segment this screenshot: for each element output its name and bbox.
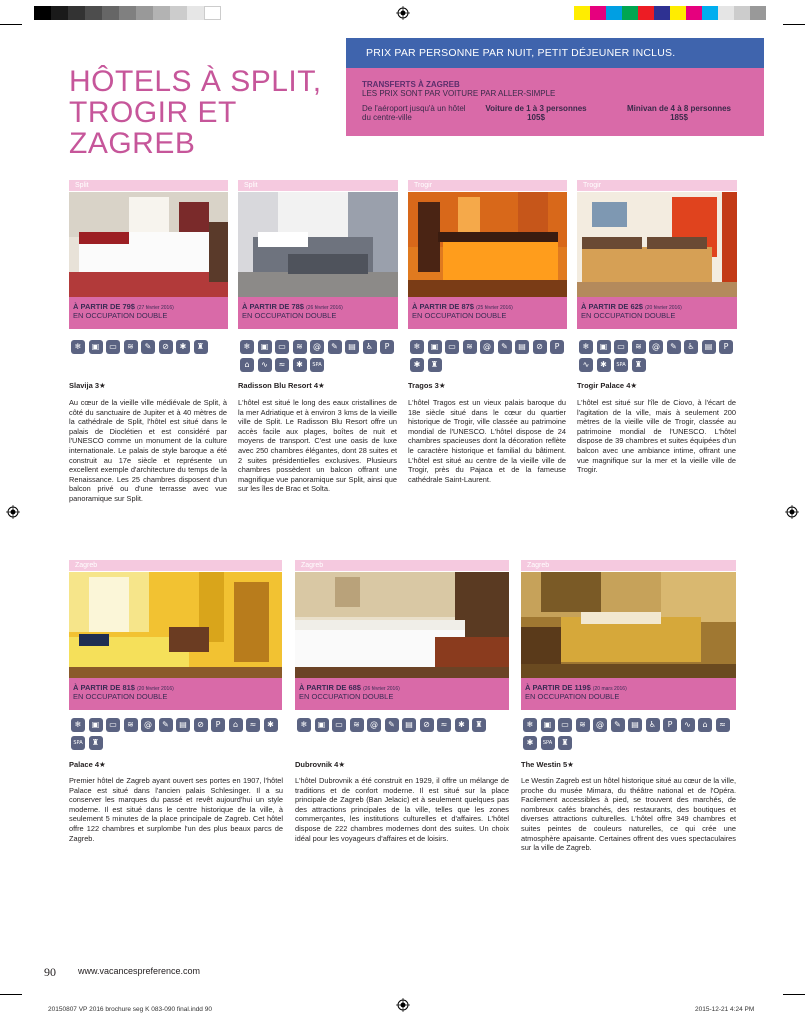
- occupancy-label: EN OCCUPATION DOUBLE: [73, 311, 168, 320]
- hotel-description: Premier hôtel de Zagreb ayant ouvert ses portes en 1907, l'hôtel Palace est situé dans l'ancien palais Schlesinger. Il a su conserver les marques du passé et revêt aujourd'hui un style moderne. Il est situé dans le centre historique de la ville, à seulement 5 minutes de la place principale de Zagreb. Cet hôtel offre 122 chambres et surplombe l'un des plus beaux parcs de Zagreb.: [69, 776, 283, 843]
- hotel-name: Slavija 3★: [69, 381, 106, 390]
- wifi-icon: ≋: [463, 340, 477, 354]
- minibar-icon: ▤: [402, 718, 416, 732]
- price-date: (25 février 2016): [476, 305, 513, 311]
- parking-icon: P: [550, 340, 564, 354]
- crop-mark: [0, 24, 22, 25]
- spa-icon: SPA: [71, 736, 85, 750]
- price-date: (26 février 2016): [363, 686, 400, 692]
- tv-icon: ▭: [558, 718, 572, 732]
- tv-icon: ▭: [275, 340, 289, 354]
- restaurant-icon: ✱: [455, 718, 469, 732]
- restaurant-icon: ✱: [176, 340, 190, 354]
- gym-icon: ⌂: [698, 718, 712, 732]
- wifi-icon: ≋: [124, 718, 138, 732]
- amenity-icons: [523, 718, 743, 753]
- transfer-title: TRANSFERTS À ZAGREB: [362, 80, 460, 89]
- price-line: [242, 302, 398, 311]
- price-line: [525, 683, 736, 692]
- price-date: (20 février 2016): [137, 686, 174, 692]
- crosshair-target-icon: [785, 505, 799, 519]
- price-bar: [69, 297, 228, 329]
- hotel-photo: [69, 572, 282, 678]
- occupancy-label: EN OCCUPATION DOUBLE: [412, 311, 507, 320]
- city-tag: Zagreb: [295, 560, 509, 571]
- accessible-icon: ♿: [684, 340, 698, 354]
- bar-icon: ♜: [558, 736, 572, 750]
- amenity-icons: [579, 340, 744, 375]
- hairdryer-icon: ✎: [498, 340, 512, 354]
- snowflake-icon: ❄: [297, 718, 311, 732]
- hotel-name: Trogir Palace 4★: [577, 381, 638, 390]
- wifi-icon: ≋: [576, 718, 590, 732]
- hotel-photo: [69, 192, 228, 297]
- snowflake-icon: ❄: [410, 340, 424, 354]
- minibar-icon: ▤: [702, 340, 716, 354]
- safe-icon: ▣: [89, 718, 103, 732]
- no-smoking-icon: ⊘: [420, 718, 434, 732]
- snowflake-icon: ❄: [240, 340, 254, 354]
- hotel-description: L'hôtel est situé sur l'île de Ciovo, à l'écart de l'agitation de la ville, mais à seulement 200 mètres de la vieille ville de Trogir, classée au patrimoine mondial de l'UNESCO. L'hôtel dispose de 39 chambres et suites équipées d'un balcon avec une ambiance intime, offrant une vue magnifique sur la mer et la vieille ville de Trogir.: [577, 398, 736, 475]
- wifi-icon: ≋: [293, 340, 307, 354]
- file-slug: 20150807 VP 2016 brochure seg K 083-090 final.indd 90: [48, 1006, 212, 1013]
- transfer-option-car: [466, 104, 606, 122]
- sauna-icon: ≈: [246, 718, 260, 732]
- sauna-icon: ≈: [275, 358, 289, 372]
- hotel-photo: [577, 192, 737, 297]
- snowflake-icon: ❄: [71, 718, 85, 732]
- bar-icon: ♜: [632, 358, 646, 372]
- amenity-icons: [71, 718, 286, 753]
- hairdryer-icon: ✎: [328, 340, 342, 354]
- transfer-option-price: 185$: [670, 113, 688, 122]
- parking-icon: P: [719, 340, 733, 354]
- price-value: 68$: [348, 683, 361, 692]
- hotel-photo: [408, 192, 567, 297]
- no-smoking-icon: ⊘: [194, 718, 208, 732]
- spa-icon: SPA: [614, 358, 628, 372]
- hairdryer-icon: ✎: [141, 340, 155, 354]
- wifi-icon: ≋: [124, 340, 138, 354]
- price-line: [73, 683, 282, 692]
- crop-mark: [783, 994, 805, 995]
- bar-icon: ♜: [472, 718, 486, 732]
- tv-icon: ▭: [106, 718, 120, 732]
- restaurant-icon: ✱: [410, 358, 424, 372]
- city-tag: Split: [238, 180, 398, 191]
- registration-gray-bar: [34, 6, 221, 20]
- hairdryer-icon: ✎: [385, 718, 399, 732]
- price-note-banner: [346, 38, 764, 68]
- spa-icon: SPA: [541, 736, 555, 750]
- price-prefix: À PARTIR DE: [299, 683, 347, 692]
- occupancy-label: EN OCCUPATION DOUBLE: [299, 692, 394, 701]
- hotel-photo: [521, 572, 736, 678]
- price-bar: [69, 678, 282, 710]
- safe-icon: ▣: [315, 718, 329, 732]
- registration-color-bar: [574, 6, 766, 20]
- amenity-icons: [240, 340, 405, 375]
- gym-icon: ⌂: [240, 358, 254, 372]
- hotel-description: L'hôtel Tragos est un vieux palais baroque du 18e siècle situé dans le cœur du quartier historique de Trogir, ville classée au patrimoine mondial de l'UNESCO. L'hôtel dispose de 24 chambres spacieuses dont la décoration reflète le caractère historique et familial du bâtiment. L'hôtel est situé au centre de la vieille ville de Trogir, près du Pajaca et de la fameuse cathédrale Saint-Laurent.: [408, 398, 566, 484]
- price-value: 78$: [291, 302, 304, 311]
- hotel-description: L'hôtel est situé le long des eaux cristallines de la mer Adriatique et à environ 3 kms de la vieille ville de Split. Le Radisson Blu Resort offre un accès facile aux plages, boîtes de nuit et moyens de transport. C'est une oasis de luxe avec 250 chambres élégantes, dont 28 suites et 2 suites présidentielles exclusives. Plusieurs chambres possèdent un balcon offrant une magnifique vue panoramique sur Split, ainsi que sur les îles de Brac et Solta.: [238, 398, 397, 494]
- safe-icon: ▣: [258, 340, 272, 354]
- crosshair-target-icon: [396, 6, 410, 20]
- price-value: 87$: [461, 302, 474, 311]
- tv-icon: ▭: [614, 340, 628, 354]
- hotel-name: Dubrovnik 4★: [295, 760, 346, 769]
- snowflake-icon: ❄: [523, 718, 537, 732]
- hotel-description: Au cœur de la vieille ville médiévale de Split, à côté du sanctuaire de Jupiter et à 40 mètres de la cathédrale de Split, l'hôtel est situé dans le palais de Dioclétien et est considéré par l'UNESCO comme un monument de la culture internationale. Le palais de style baroque a été construit au 17e siècle et représente un excellent exemple d'architecture du temps de la Renaissance. Les 25 chambres disposent d'un balcon privé ou d'une terrasse avec vue panoramique sur Split.: [69, 398, 227, 503]
- accessible-icon: ♿: [646, 718, 660, 732]
- crop-mark: [783, 24, 805, 25]
- city-tag: Zagreb: [69, 560, 282, 571]
- price-bar: [521, 678, 736, 710]
- hotel-photo: [295, 572, 509, 678]
- hotel-name: The Westin 5★: [521, 760, 574, 769]
- hairdryer-icon: ✎: [159, 718, 173, 732]
- gym-icon: ⌂: [229, 718, 243, 732]
- hotel-name: Tragos 3★: [408, 381, 446, 390]
- tv-icon: ▭: [445, 340, 459, 354]
- minibar-icon: ▤: [176, 718, 190, 732]
- restaurant-icon: ✱: [293, 358, 307, 372]
- pool-icon: ∿: [258, 358, 272, 372]
- restaurant-icon: ✱: [523, 736, 537, 750]
- price-value: 119$: [574, 683, 591, 692]
- hairdryer-icon: ✎: [667, 340, 681, 354]
- price-bar: [238, 297, 398, 329]
- hairdryer-icon: ✎: [611, 718, 625, 732]
- snowflake-icon: ❄: [71, 340, 85, 354]
- occupancy-label: EN OCCUPATION DOUBLE: [73, 692, 168, 701]
- restaurant-icon: ✱: [597, 358, 611, 372]
- amenity-icons: [410, 340, 575, 375]
- sauna-icon: ≈: [716, 718, 730, 732]
- hotel-photo: [238, 192, 398, 297]
- hotel-name: Palace 4★: [69, 760, 106, 769]
- price-line: [73, 302, 228, 311]
- parking-icon: P: [663, 718, 677, 732]
- tv-icon: ▭: [106, 340, 120, 354]
- hotel-description: Le Westin Zagreb est un hôtel historique situé au cœur de la ville, proche du musée Mimara, du théâtre national et de l'Opéra. Facilement accessibles à pied, se trouvent des marchés, de nombreux cafés branchés, des restaurants, des boutiques et diverses attractions culturelles. L'hôtel offre 349 chambres et suites peintes de couleurs naturelles, ce qui crée une atmosphère apaisante. Certaines offrent des vues spectaculaires sur la ville de Zagreb.: [521, 776, 736, 853]
- price-line: [581, 302, 737, 311]
- crosshair-target-icon: [6, 505, 20, 519]
- price-line: [299, 683, 509, 692]
- price-prefix: À PARTIR DE: [412, 302, 460, 311]
- price-date: (20 mars 2016): [592, 686, 627, 692]
- price-date: (20 février 2016): [645, 305, 682, 311]
- price-prefix: À PARTIR DE: [581, 302, 629, 311]
- safe-icon: ▣: [597, 340, 611, 354]
- bar-icon: ♜: [428, 358, 442, 372]
- hotel-name: Radisson Blu Resort 4★: [238, 381, 325, 390]
- spa-icon: SPA: [310, 358, 324, 372]
- internet-icon: @: [593, 718, 607, 732]
- website-link[interactable]: www.vacancespreference.com: [78, 966, 201, 976]
- transfer-description: De l'aéroport jusqu'à un hôtel du centre-ville: [362, 104, 466, 122]
- price-bar: [408, 297, 567, 329]
- occupancy-label: EN OCCUPATION DOUBLE: [581, 311, 676, 320]
- hotel-description: L'hôtel Dubrovnik a été construit en 1929, il offre un mélange de traditions et de confort moderne. Il est situé sur la place principale de Zagreb (Ban Jelacic) et à seulement quelques pas des attractions principales de la ville, telles que les zones commerçantes, les institutions culturelles et d'affaires. L'hôtel dispose de 222 chambres modernes dont des suites. Un choix idéal pour les voyageurs d'affaires et de loisirs.: [295, 776, 509, 843]
- city-tag: Trogir: [408, 180, 567, 191]
- bar-icon: ♜: [194, 340, 208, 354]
- no-smoking-icon: ⊘: [159, 340, 173, 354]
- transfer-subtitle: LES PRIX SONT PAR VOITURE PAR ALLER-SIMPLE: [362, 89, 556, 98]
- crop-mark: [0, 994, 22, 995]
- internet-icon: @: [367, 718, 381, 732]
- city-tag: Zagreb: [521, 560, 736, 571]
- sauna-icon: ≈: [437, 718, 451, 732]
- price-value: 79$: [122, 302, 135, 311]
- parking-icon: P: [380, 340, 394, 354]
- price-prefix: À PARTIR DE: [73, 683, 121, 692]
- pool-icon: ∿: [579, 358, 593, 372]
- price-prefix: À PARTIR DE: [73, 302, 121, 311]
- city-tag: Trogir: [577, 180, 737, 191]
- crosshair-target-icon: [396, 998, 410, 1012]
- transfer-option-price: 105$: [527, 113, 545, 122]
- transfer-option-label: Minivan de 4 à 8 personnes: [626, 104, 732, 113]
- amenity-icons: [71, 340, 231, 358]
- internet-icon: @: [649, 340, 663, 354]
- print-timestamp: 2015-12-21 4:24 PM: [695, 1006, 755, 1013]
- price-date: (26 février 2016): [306, 305, 343, 311]
- page-title: HÔTELS À SPLIT, TROGIR ET ZAGREB: [69, 65, 322, 160]
- page-number: 90: [44, 965, 56, 979]
- internet-icon: @: [141, 718, 155, 732]
- city-tag: Split: [69, 180, 228, 191]
- price-value: 62$: [630, 302, 643, 311]
- tv-icon: ▭: [332, 718, 346, 732]
- no-smoking-icon: ⊘: [533, 340, 547, 354]
- price-date: (27 février 2016): [137, 305, 174, 311]
- price-bar: [295, 678, 509, 710]
- occupancy-label: EN OCCUPATION DOUBLE: [525, 692, 620, 701]
- parking-icon: P: [211, 718, 225, 732]
- wifi-icon: ≋: [632, 340, 646, 354]
- price-prefix: À PARTIR DE: [242, 302, 290, 311]
- wifi-icon: ≋: [350, 718, 364, 732]
- price-line: [412, 302, 567, 311]
- safe-icon: ▣: [428, 340, 442, 354]
- price-note-text: PRIX PAR PERSONNE PAR NUIT, PETIT DÉJEUNER INCLUS.: [366, 47, 676, 59]
- minibar-icon: ▤: [515, 340, 529, 354]
- transfer-option-label: Voiture de 1 à 3 personnes: [485, 104, 587, 113]
- accessible-icon: ♿: [363, 340, 377, 354]
- transfer-option-minivan: [604, 104, 754, 122]
- amenity-icons: [297, 718, 512, 736]
- bar-icon: ♜: [89, 736, 103, 750]
- safe-icon: ▣: [541, 718, 555, 732]
- transfer-info-box: [346, 38, 764, 136]
- price-value: 81$: [122, 683, 135, 692]
- occupancy-label: EN OCCUPATION DOUBLE: [242, 311, 337, 320]
- minibar-icon: ▤: [345, 340, 359, 354]
- internet-icon: @: [480, 340, 494, 354]
- price-bar: [577, 297, 737, 329]
- pool-icon: ∿: [681, 718, 695, 732]
- minibar-icon: ▤: [628, 718, 642, 732]
- restaurant-icon: ✱: [264, 718, 278, 732]
- price-prefix: À PARTIR DE: [525, 683, 573, 692]
- internet-icon: @: [310, 340, 324, 354]
- safe-icon: ▣: [89, 340, 103, 354]
- snowflake-icon: ❄: [579, 340, 593, 354]
